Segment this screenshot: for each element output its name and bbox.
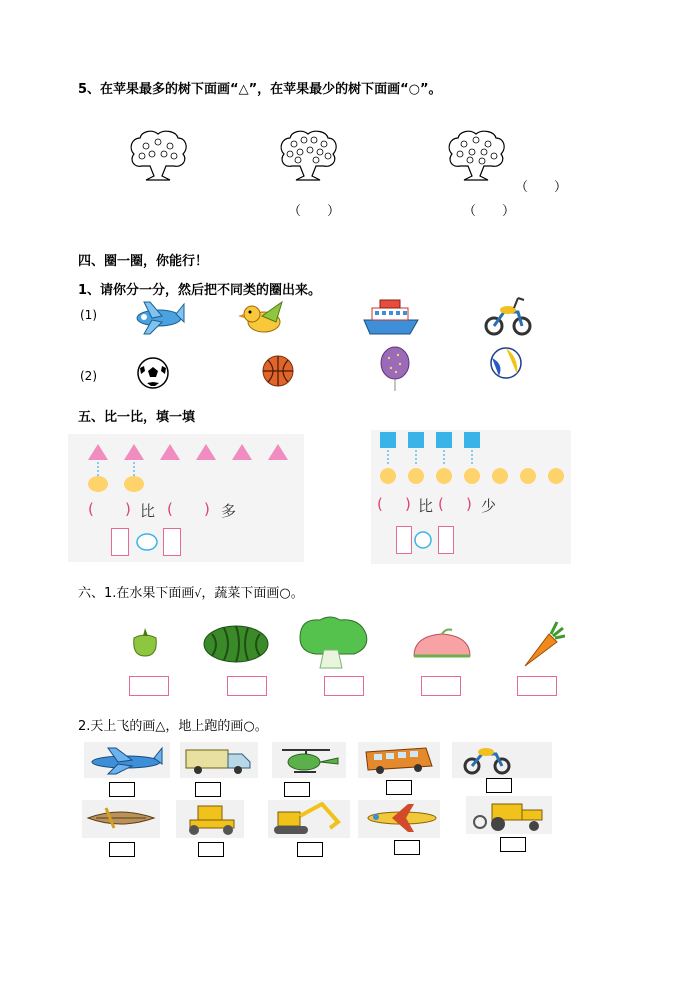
answer-box[interactable] (517, 676, 557, 696)
compare-word: 少 (481, 497, 497, 515)
answer-box[interactable] (227, 676, 267, 696)
answer-blank[interactable]: （ ） (288, 204, 341, 219)
paren: ) (125, 500, 131, 518)
question-text: 2.天上飞的画△，地上跑的画○。 (78, 719, 268, 734)
answer-box[interactable] (438, 526, 454, 554)
tick-mark: √ (194, 587, 202, 600)
answer-box[interactable] (297, 842, 323, 857)
paren: ) (204, 500, 210, 518)
title-part: 六、1.在水果下面画 (78, 586, 195, 601)
row-label: (1) (80, 308, 97, 322)
answer-box[interactable] (109, 842, 135, 857)
paren: ( (88, 500, 94, 518)
answer-box[interactable] (421, 676, 461, 696)
apple-tree-icon (126, 128, 190, 184)
answer-box[interactable] (324, 676, 364, 696)
answer-box[interactable] (394, 840, 420, 855)
peach-icon[interactable] (410, 628, 474, 662)
answer-box[interactable] (163, 528, 181, 556)
compare-word: 多 (221, 502, 237, 520)
jet-icon[interactable] (362, 802, 438, 834)
apple-tree-icon (444, 128, 508, 184)
airplane-icon[interactable] (132, 296, 186, 336)
basketball-icon[interactable] (261, 354, 295, 388)
truck-icon[interactable] (184, 744, 254, 776)
answer-box[interactable] (198, 842, 224, 857)
watermelon-icon[interactable] (202, 622, 270, 664)
answer-box[interactable] (129, 676, 169, 696)
answer-blank[interactable]: （ ） (515, 180, 568, 195)
row-label: (2) (80, 369, 97, 383)
roller-icon[interactable] (180, 802, 242, 836)
answer-box[interactable] (486, 778, 512, 793)
tractor-icon[interactable] (472, 798, 548, 832)
answer-box[interactable] (500, 837, 526, 852)
boat-icon[interactable] (86, 804, 156, 834)
section-title (78, 582, 304, 601)
q5-title: 5、在苹果最多的树下面画“△”，在苹果最少的树下面画“○”。 (78, 82, 442, 97)
volleyball-icon[interactable] (489, 346, 523, 380)
apple-tree-icon (276, 128, 340, 184)
answer-box[interactable] (109, 782, 135, 797)
paren: ( (377, 495, 383, 513)
bird-icon[interactable] (238, 298, 288, 340)
motorbike-icon[interactable] (462, 742, 512, 776)
paren: ) (466, 495, 472, 513)
title-part: ，蔬菜下面画○。 (201, 586, 304, 601)
compare-word: 比 (418, 497, 434, 515)
answer-box[interactable] (386, 780, 412, 795)
section-title: 五、比一比，填一填 (78, 410, 196, 425)
paren: ) (405, 495, 411, 513)
compare-circle[interactable] (412, 530, 434, 550)
square-row (378, 430, 568, 490)
answer-box[interactable] (195, 782, 221, 797)
question-text: 1、请你分一分，然后把不同类的圈出来。 (78, 283, 322, 298)
answer-box[interactable] (284, 782, 310, 797)
paren: ( (167, 500, 173, 518)
answer-blank[interactable]: （ ） (463, 204, 516, 219)
balloon-icon[interactable] (378, 346, 412, 392)
answer-box[interactable] (111, 528, 129, 556)
paren: ( (438, 495, 444, 513)
cabbage-icon[interactable] (296, 614, 372, 670)
excavator-icon[interactable] (272, 802, 348, 836)
helicopter-icon[interactable] (276, 744, 342, 776)
section-title: 四、圈一圈，你能行！ (78, 254, 209, 269)
ship-icon[interactable] (360, 294, 422, 338)
motorcycle-icon[interactable] (484, 294, 532, 336)
carrot-icon[interactable] (519, 620, 565, 670)
pepper-icon[interactable] (128, 626, 162, 660)
compare-circle[interactable] (134, 532, 160, 552)
answer-box[interactable] (396, 526, 412, 554)
compare-word: 比 (140, 502, 156, 520)
triangle-row (88, 442, 290, 502)
airplane-icon[interactable] (88, 744, 166, 776)
bus-icon[interactable] (362, 744, 436, 776)
soccer-ball-icon[interactable] (136, 356, 170, 390)
